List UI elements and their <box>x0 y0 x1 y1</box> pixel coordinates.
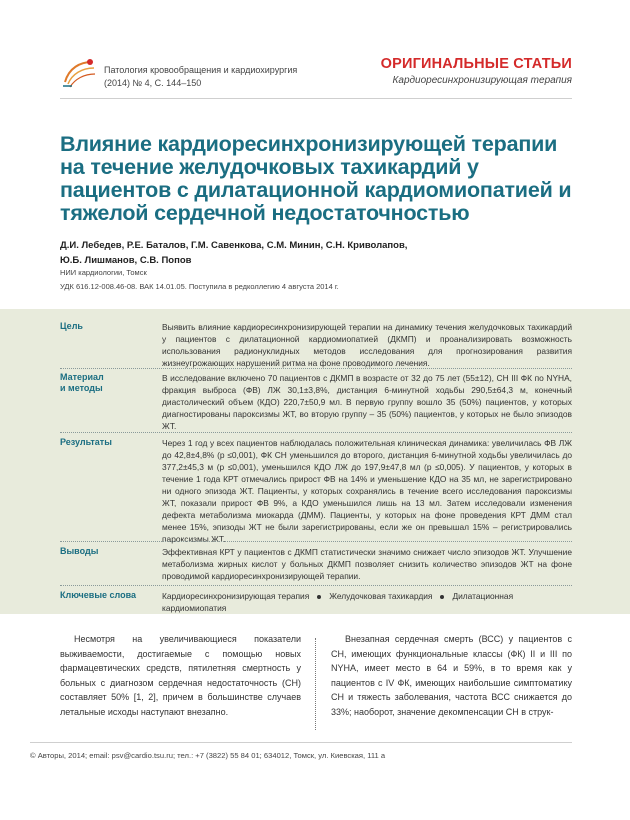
conclusions-text: Эффективная КРТ у пациентов с ДКМП статистически значимо снижает число эпизодов ЖТ. Улучшение метаболизма жирных кислот у больных ДКМП позволяет снизить количество эпизодов ЖТ на фоне проводимой кардиоресинхронизирующей терапии. <box>162 547 572 581</box>
methods-text: В исследование включено 70 пациентов с ДКМП в возрасте от 32 до 75 лет (55±12), СН III ФК по NYHA, фракция выброса (ФВ) ЛЖ 30,1±3,8%, дистанция 6-минутной ходьбы 290,5±64,3 м, конечный диастолический объем (КДО) 220,7±50,9 мл. В первую группу вошло 35 (50%) пациентов, у которых диагностированы пароксизмы ЖТ, во вторую группу – 35 (50%) пациентов, у которых не было эпизодов ЖТ. <box>162 373 572 431</box>
results-text: Через 1 год у всех пациентов наблюдалась положительная клиническая динамика: увеличилась ФВ ЛЖ до 42,8±4,8% (p ≤0,001), ФК СН уменьшился до второго, дистанция 6-минутной ходьбы увеличилась до 377,2±45,3 м (p ≤0,001), уменьшился КДО ЛЖ до 197,9±47,8 мл (p ≤0,005). У пациентов, у которых в течение 1 года КРТ отмечались прирост ФВ на 14% и уменьшение КДО на 35 мл, не зарегистрировано ни одного эпизода ЖТ. Пациенты, у которых сохранялись в течение всего исследования пароксизмы ЖТ, показали прирост ФВ 9%, а КДО уменьшился лишь на 13 мл. Затем исследовали изменения дефекта метаболизма миокарда (ДММ). Пациенты, у которых на фоне проведения КРТ ДММ стал менее 15%, эпизоды ЖТ не были зарегистрированы, если же он превышал 15% – регистрировались пароксизмы ЖТ. <box>162 438 572 544</box>
journal-citation <box>104 64 297 90</box>
section-title: ОРИГИНАЛЬНЫЕ СТАТЬИ <box>380 56 572 72</box>
aim-label: Цель <box>60 321 83 331</box>
footer-divider <box>30 742 572 743</box>
journal-issue: (2014) № 4, С. 144–150 <box>104 78 202 88</box>
article-title: Влияние кардиоресинхронизирующей терапии на течение желудочковых тахикардий у пациентов с дилатационной кардиомиопатией и тяжелой сердечной недостаточностью <box>60 132 572 225</box>
column-divider <box>315 638 316 730</box>
results-label: Результаты <box>60 437 112 447</box>
body-right-column: Внезапная сердечная смерть (ВСС) у пациентов с СН, имеющих функциональные классы (ФК) II и III по NYHA, имеет место в 64 и 59%, в то время как у пациентов с IV ФК, имеющих наибольшие симптоматику СН и тяжесть заболевания, частота ВСС снижается до 33%; наоборот, значение декомпенсации СН в струк- <box>331 634 572 717</box>
abstract-divider <box>60 368 572 369</box>
aim-text: Выявить влияние кардиоресинхронизирующей терапии на динамику течения желудочковых тахикардий у пациентов с дилатационной кардиомиопатией (ДКМП) и проанализировать возможность использования радионуклидных методов исследования для прогнозирования развития жизнеугрожающих нарушений ритма на фоне проводимого лечения. <box>162 322 572 368</box>
methods-label-line-2: и методы <box>60 383 103 393</box>
header-divider <box>60 98 572 99</box>
institution: НИИ кардиологии, Томск <box>60 268 147 277</box>
authors-line-1: Д.И. Лебедев, Р.Е. Баталов, Г.М. Савенкова, С.М. Минин, С.Н. Криволапов, <box>60 240 408 251</box>
conclusions-label: Выводы <box>60 546 99 556</box>
udk-line: УДК 616.12-008.46-08. ВАК 14.01.05. Поступила в редколлегию 4 августа 2014 г. <box>60 282 339 291</box>
methods-label <box>60 372 156 394</box>
keyword: Желудочковая тахикардия <box>329 591 433 601</box>
body-left-column: Несмотря на увеличивающиеся показатели выживаемости, достигаемые с помощью новых фармацевтических средств, пятилетняя смертность у больных с диагнозом сердечная недостаточность (СН) составляет 50% [1, 2], причем в большинстве случаев летальные исходы наступают внезапно. <box>60 634 301 717</box>
keywords-label: Ключевые слова <box>60 590 137 600</box>
bullet-icon <box>440 595 444 599</box>
authors-line-2: Ю.Б. Лишманов, С.В. Попов <box>60 255 192 266</box>
abstract-divider <box>60 432 572 433</box>
abstract-divider <box>60 585 572 586</box>
methods-label-line-1: Материал <box>60 372 104 382</box>
keywords-text <box>162 590 572 614</box>
authors <box>60 238 580 268</box>
keyword: Дилатационная кардиомиопатия <box>162 591 514 613</box>
keyword: Кардиоресинхронизирующая терапия <box>162 591 310 601</box>
journal-logo-icon <box>60 56 98 90</box>
journal-name: Патология кровообращения и кардиохирургия <box>104 65 298 75</box>
bullet-icon <box>317 595 321 599</box>
abstract-divider <box>60 541 572 542</box>
section-header <box>381 56 572 86</box>
footer-contact: © Авторы, 2014; email: psv@cardio.tsu.ru; тел.: +7 (3822) 55 84 01; 634012, Томск, ул. Киевская, 111 а <box>30 751 386 760</box>
section-subtitle: Кардиоресинхронизирующая терапия <box>392 75 572 86</box>
